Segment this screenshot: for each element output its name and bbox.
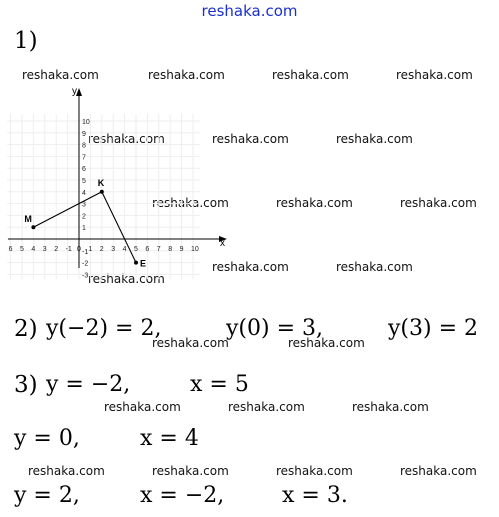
watermark: reshaka.com (88, 272, 165, 286)
x-tick-label: 5 (20, 246, 24, 253)
watermark: reshaka.com (272, 68, 349, 82)
y-tick-labels (82, 119, 93, 280)
y-tick-label: 7 (82, 154, 86, 162)
y-tick-label: -2 (82, 260, 89, 268)
watermark: reshaka.com (152, 464, 229, 478)
watermark: reshaka.com (276, 464, 353, 478)
part3-equation: y = 2, (14, 483, 80, 508)
watermark: reshaka.com (88, 132, 165, 146)
x-tick-label: -1 (65, 246, 72, 253)
y-tick-label: 1 (82, 225, 86, 233)
watermark: reshaka.com (400, 196, 477, 210)
y-tick-label: 9 (82, 130, 86, 138)
y-tick-label: 2 (82, 213, 86, 221)
watermark: reshaka.com (212, 260, 289, 274)
y-tick-label: 5 (82, 178, 86, 185)
watermark: reshaka.com (104, 400, 181, 414)
x-tick-label: 5 (134, 246, 138, 253)
part2-item: y(0) = 3, (226, 316, 324, 341)
x-tick-labels (9, 246, 199, 253)
part3-label: 3) (14, 372, 38, 398)
y-tick-label: 3 (82, 201, 86, 209)
y-tick-label: 10 (82, 119, 90, 126)
part2-label: 2) (14, 316, 38, 342)
x-tick-label: 4 (122, 246, 127, 253)
point-m (31, 225, 35, 229)
watermark: reshaka.com (396, 68, 473, 82)
watermark: reshaka.com (22, 68, 99, 82)
x-tick-label: 1 (88, 246, 93, 253)
x-tick-label: 6 (8, 246, 13, 253)
point-k (100, 190, 104, 194)
x-tick-label: 10 (191, 246, 199, 253)
y-axis-label: y (72, 86, 77, 97)
part2-item: y(−2) = 2, (46, 316, 162, 341)
part3-equation: x = −2, (140, 483, 225, 508)
x-tick-label: 3 (42, 246, 47, 253)
watermark: reshaka.com (152, 196, 229, 210)
x-tick-label: 6 (145, 246, 150, 253)
part2-item: y(3) = 2 (388, 316, 479, 341)
watermark: reshaka.com (400, 464, 477, 478)
point-label: E (140, 258, 147, 269)
part3-equation: x = 4 (140, 426, 199, 451)
y-tick-label: -3 (82, 272, 89, 280)
watermark: reshaka.com (276, 196, 353, 210)
x-tick-label: 9 (179, 246, 184, 253)
watermark: reshaka.com (228, 400, 305, 414)
part3-equation: y = −2, (46, 372, 131, 397)
y-tick-label: -1 (82, 248, 89, 256)
site-title[interactable]: reshaka.com (201, 2, 298, 20)
x-tick-label: 7 (156, 246, 161, 253)
point-label: K (97, 177, 105, 188)
part1-label: 1) (14, 28, 38, 54)
watermark: reshaka.com (148, 68, 225, 82)
part3-equation: y = 0, (14, 426, 80, 451)
part3-equation: x = 3. (282, 483, 348, 508)
part3-equation: x = 5 (190, 372, 249, 397)
x-tick-label: 2 (99, 246, 104, 253)
x-tick-label: 3 (111, 246, 116, 253)
watermark: reshaka.com (28, 464, 105, 478)
watermark: reshaka.com (152, 336, 229, 350)
x-tick-label: 0 (77, 246, 81, 253)
x-tick-label: 4 (31, 246, 36, 253)
watermark: reshaka.com (336, 260, 413, 274)
y-tick-label: 4 (82, 189, 86, 197)
y-tick-label: 8 (82, 142, 86, 150)
x-axis-label: x (220, 238, 225, 249)
y-tick-label: 6 (82, 166, 86, 174)
watermark: reshaka.com (336, 132, 413, 146)
x-tick-label: 8 (168, 246, 173, 253)
watermark: reshaka.com (288, 336, 365, 350)
watermark: reshaka.com (212, 132, 289, 146)
point-e (134, 261, 138, 265)
x-tick-label: 2 (54, 246, 59, 253)
watermark: reshaka.com (352, 400, 429, 414)
point-label: M (24, 214, 32, 225)
